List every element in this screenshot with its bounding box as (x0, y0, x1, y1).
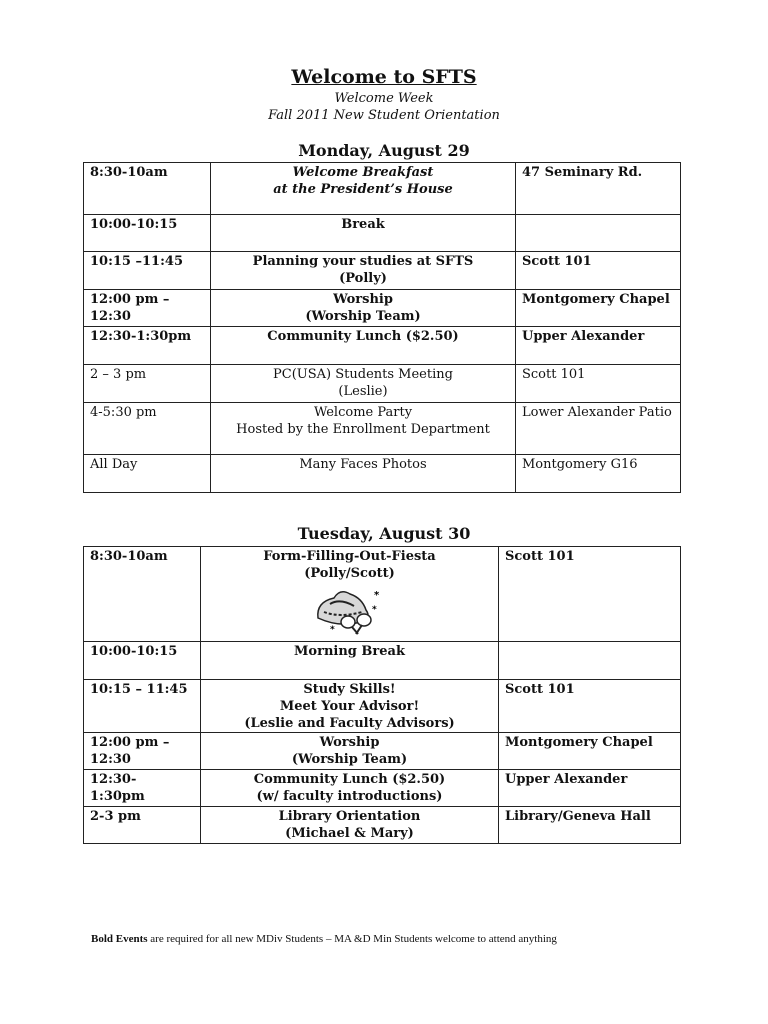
event-cell (211, 327, 516, 365)
event-cell (201, 733, 499, 770)
table-row (84, 327, 681, 365)
time-cell: 8:30-10am (84, 163, 211, 215)
event-cell (211, 163, 516, 215)
tuesday-heading: Tuesday, August 30 (297, 524, 471, 543)
time-cell: 8:30-10am (84, 547, 201, 642)
time-cell: 4-5:30 pm (84, 403, 211, 455)
monday-heading: Monday, August 29 (298, 141, 470, 160)
sombrero-maracas-icon (310, 584, 390, 636)
table-row (84, 455, 681, 493)
event-cell (201, 547, 499, 642)
table-row (84, 680, 681, 733)
location-cell: Lower Alexander Patio (516, 403, 681, 455)
location-cell: Scott 101 (499, 680, 681, 733)
time-cell: 2 – 3 pm (84, 365, 211, 403)
table-row (84, 252, 681, 290)
location-cell: Montgomery Chapel (499, 733, 681, 770)
event-cell (201, 680, 499, 733)
event-line: Worship (333, 292, 393, 307)
event-line: (Leslie) (338, 384, 388, 399)
footer-text: are required for all new MDiv Students – MA &D Min Students welcome to attend anything (147, 933, 557, 945)
event-cell (211, 403, 516, 455)
event-cell (211, 290, 516, 327)
table-row (84, 770, 681, 807)
time-cell: 10:15 –11:45 (84, 252, 211, 290)
event-line: (Polly) (339, 271, 387, 286)
table-row (84, 642, 681, 680)
location-cell: Library/Geneva Hall (499, 807, 681, 844)
time-cell: All Day (84, 455, 211, 493)
location-cell: Montgomery G16 (516, 455, 681, 493)
time-cell: 12:00 pm – 12:30 (84, 733, 201, 770)
svg-text:*: * (329, 625, 335, 635)
event-line: Hosted by the Enrollment Department (236, 422, 490, 437)
svg-text:*: * (373, 590, 379, 601)
location-cell: Montgomery Chapel (516, 290, 681, 327)
time-cell: 10:00-10:15 (84, 642, 201, 680)
table-row (84, 290, 681, 327)
event-line: (Worship Team) (305, 309, 421, 324)
svg-text:*: * (371, 605, 377, 615)
event-cell (201, 807, 499, 844)
location-cell (516, 215, 681, 252)
location-cell (499, 642, 681, 680)
table-row (84, 547, 681, 642)
event-line: Form-Filling-Out-Fiesta (263, 549, 436, 564)
table-row (84, 365, 681, 403)
table-row (84, 807, 681, 844)
time-cell: 10:15 – 11:45 (84, 680, 201, 733)
time-cell: 12:00 pm – 12:30 (84, 290, 211, 327)
table-row (84, 215, 681, 252)
location-cell: Scott 101 (516, 252, 681, 290)
event-cell (211, 455, 516, 493)
event-line: (Polly/Scott) (304, 566, 395, 581)
event-line: Morning Break (294, 644, 405, 659)
location-cell: Upper Alexander (499, 770, 681, 807)
monday-schedule-table (83, 162, 681, 493)
event-line: Welcome Party (313, 405, 413, 420)
location-cell: Scott 101 (516, 365, 681, 403)
event-line: at the President’s House (273, 182, 453, 197)
event-line: (Worship Team) (291, 752, 408, 767)
event-line: Community Lunch ($2.50) (253, 772, 446, 787)
page-subtitle: Welcome Week (334, 91, 434, 106)
footer-bold-label: Bold Events (91, 933, 148, 945)
event-line: Community Lunch ($2.50) (267, 329, 459, 344)
location-cell: 47 Seminary Rd. (516, 163, 681, 215)
tuesday-schedule-table (83, 546, 681, 844)
event-cell (211, 365, 516, 403)
event-line: PC(USA) Students Meeting (273, 367, 453, 382)
table-row (84, 403, 681, 455)
event-cell (211, 252, 516, 290)
time-cell: 2-3 pm (84, 807, 201, 844)
event-line: (Leslie and Faculty Advisors) (244, 716, 455, 731)
table-row (84, 163, 681, 215)
time-cell: 10:00-10:15 (84, 215, 211, 252)
event-line: Meet Your Advisor! (279, 699, 420, 714)
table-row (84, 733, 681, 770)
event-line: Many Faces Photos (299, 457, 427, 472)
page-title: Welcome to SFTS (291, 66, 477, 88)
page-subtitle-term: Fall 2011 New Student Orientation (268, 108, 500, 123)
event-line: Break (341, 217, 385, 232)
time-cell: 12:30-1:30pm (84, 327, 211, 365)
event-line: (w/ faculty introductions) (256, 789, 443, 804)
event-cell (201, 770, 499, 807)
event-line: (Michael & Mary) (285, 826, 414, 841)
event-line: Planning your studies at SFTS (252, 254, 474, 269)
event-cell (211, 215, 516, 252)
location-cell: Scott 101 (499, 547, 681, 642)
event-cell (201, 642, 499, 680)
event-line: Library Orientation (278, 809, 421, 824)
event-line: Study Skills! (303, 682, 396, 697)
event-line: Welcome Breakfast (292, 165, 434, 180)
time-cell: 12:30- 1:30pm (84, 770, 201, 807)
location-cell: Upper Alexander (516, 327, 681, 365)
footer-note (91, 933, 557, 945)
event-line: Worship (319, 735, 380, 750)
